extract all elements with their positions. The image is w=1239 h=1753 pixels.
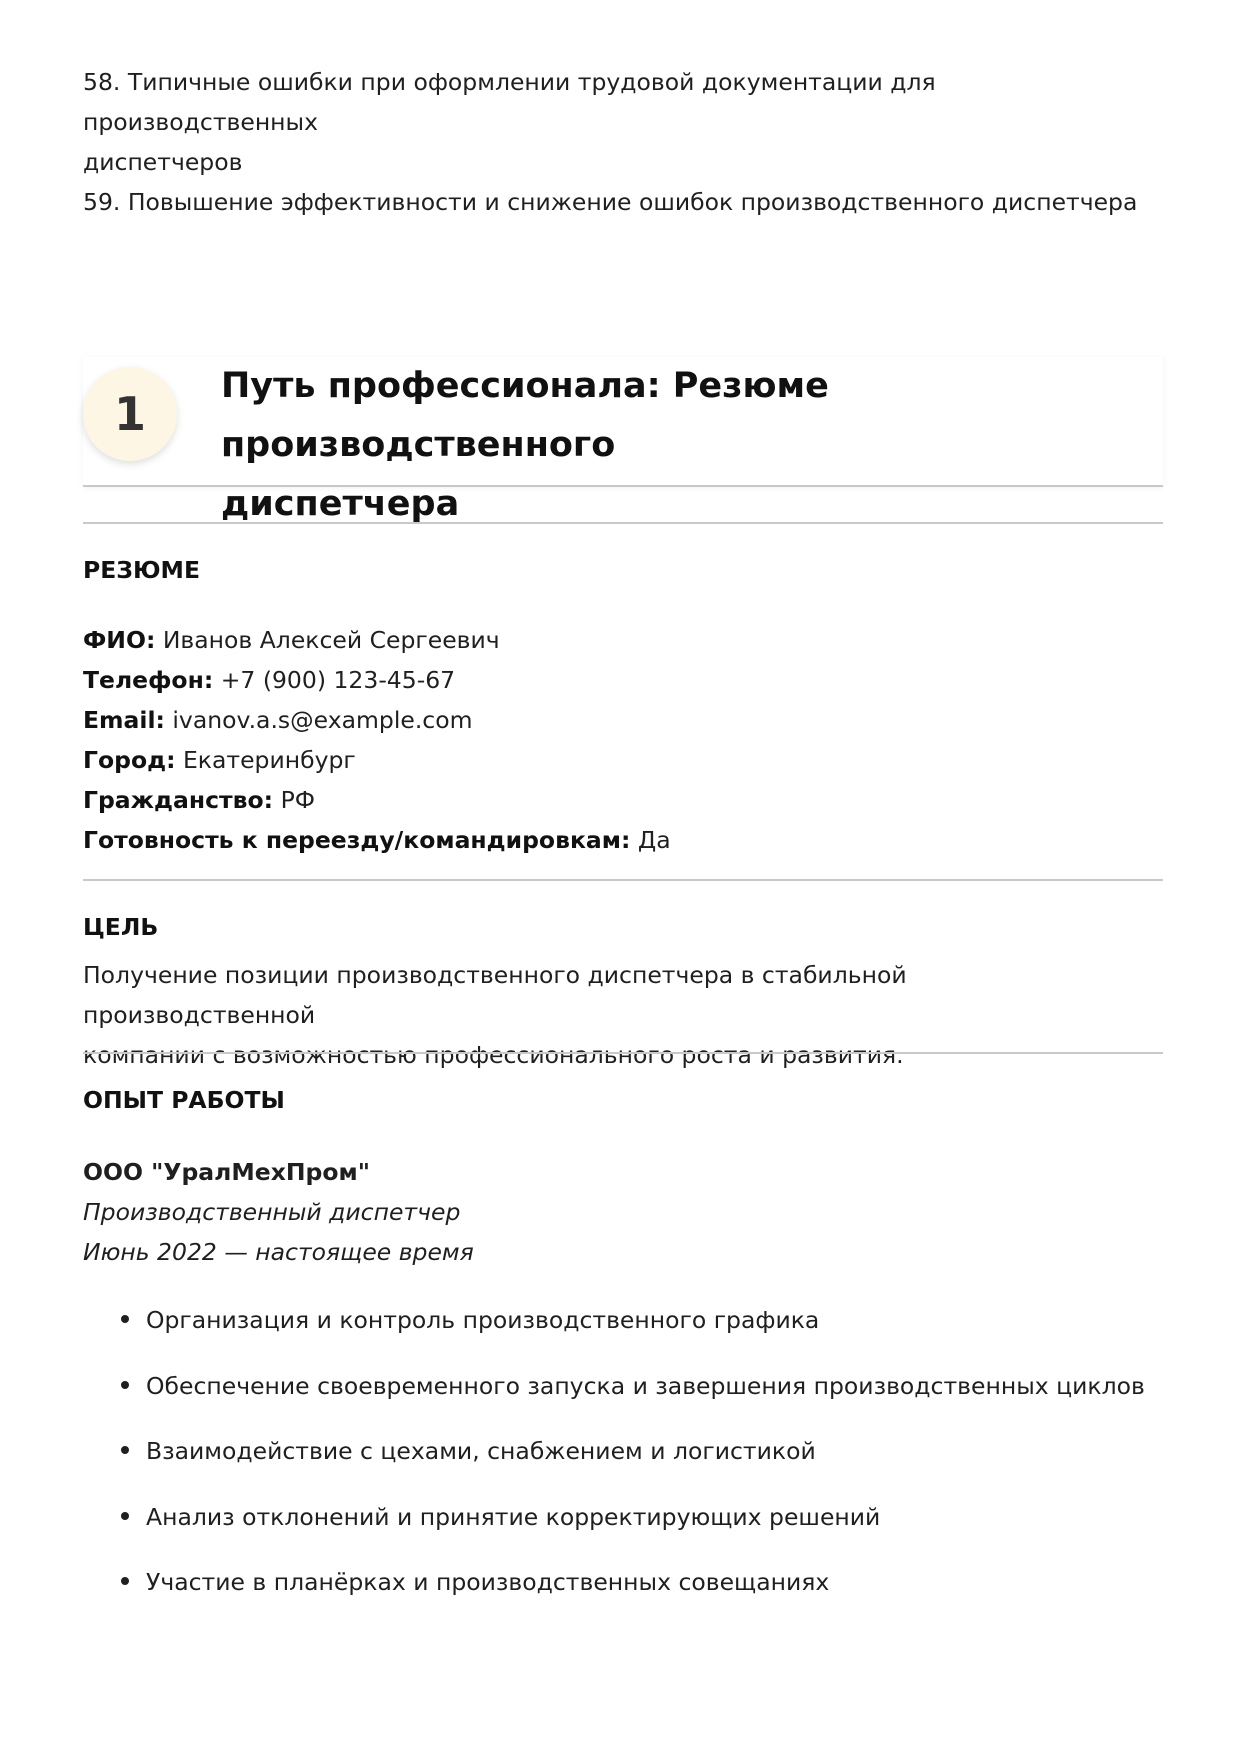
company-name: ООО "УралМехПром" — [83, 1158, 370, 1186]
field-value: Екатеринбург — [182, 746, 356, 774]
table-of-contents — [83, 62, 1163, 222]
duty-text: Обеспечение своевременного запуска и завершения производственных циклов — [146, 1371, 1145, 1400]
personal-info — [83, 620, 671, 860]
chapter-title-line: диспетчера — [221, 484, 460, 524]
duty-text: Участие в планёрках и производственных совещаниях — [146, 1568, 830, 1596]
field-value: +7 (900) 123-45-67 — [220, 666, 456, 694]
duty-text: Анализ отклонений и принятие корректирующих решений — [146, 1502, 881, 1531]
chapter-number-badge: 1 — [83, 367, 177, 461]
field-full-name — [83, 620, 671, 660]
duties-list — [83, 1300, 1163, 1628]
bullet-icon — [121, 1512, 129, 1520]
list-item — [83, 1562, 1163, 1628]
goal-heading: ЦЕЛЬ — [83, 913, 159, 941]
field-label: Город: — [83, 746, 176, 774]
bullet-icon — [121, 1577, 129, 1585]
bullet-icon — [121, 1315, 129, 1323]
resume-heading: РЕЗЮМЕ — [83, 556, 200, 584]
divider — [83, 879, 1163, 881]
field-label: Телефон: — [83, 666, 214, 694]
list-item — [83, 1300, 1163, 1366]
job-role: Производственный диспетчер — [83, 1198, 461, 1226]
field-citizenship — [83, 780, 671, 820]
list-item — [83, 1431, 1163, 1497]
divider — [83, 522, 1163, 524]
experience-heading: ОПЫТ РАБОТЫ — [83, 1086, 285, 1114]
field-label: Готовность к переезду/командировкам: — [83, 826, 631, 854]
field-value: Да — [637, 826, 671, 854]
toc-item[interactable]: 58. Типичные ошибки при оформлении трудовой документации для производственных — [83, 68, 936, 136]
list-item — [83, 1366, 1163, 1432]
goal-text-line: Получение позиции производственного диспетчера в стабильной производственной — [83, 961, 907, 1029]
goal-text — [83, 955, 1143, 1075]
field-label: Гражданство: — [83, 786, 274, 814]
job-period: Июнь 2022 — настоящее время — [83, 1238, 474, 1266]
field-email — [83, 700, 671, 740]
field-value: Иванов Алексей Сергеевич — [162, 626, 500, 654]
field-city — [83, 740, 671, 780]
chapter-header — [83, 357, 1163, 524]
field-relocation — [83, 820, 671, 860]
goal-text-line: компании с возможностью профессионального роста и развития. — [83, 1041, 904, 1069]
chapter-title — [221, 357, 1161, 534]
bullet-icon — [121, 1381, 129, 1389]
list-item — [83, 1497, 1163, 1563]
bullet-icon — [121, 1446, 129, 1454]
toc-item-continuation[interactable]: диспетчеров — [83, 148, 243, 176]
duty-text: Взаимодействие с цехами, снабжением и логистикой — [146, 1437, 816, 1465]
field-value: РФ — [280, 786, 315, 814]
divider — [83, 1052, 1163, 1054]
duty-text: Организация и контроль производственного графика — [146, 1306, 820, 1334]
chapter-title-line: Путь профессионала: Резюме производственного — [221, 366, 829, 465]
field-phone — [83, 660, 671, 700]
field-value: ivanov.a.s@example.com — [172, 706, 473, 734]
field-label: Email: — [83, 706, 165, 734]
toc-item[interactable]: 59. Повышение эффективности и снижение ошибок производственного диспетчера — [83, 188, 1138, 216]
field-label: ФИО: — [83, 626, 156, 654]
